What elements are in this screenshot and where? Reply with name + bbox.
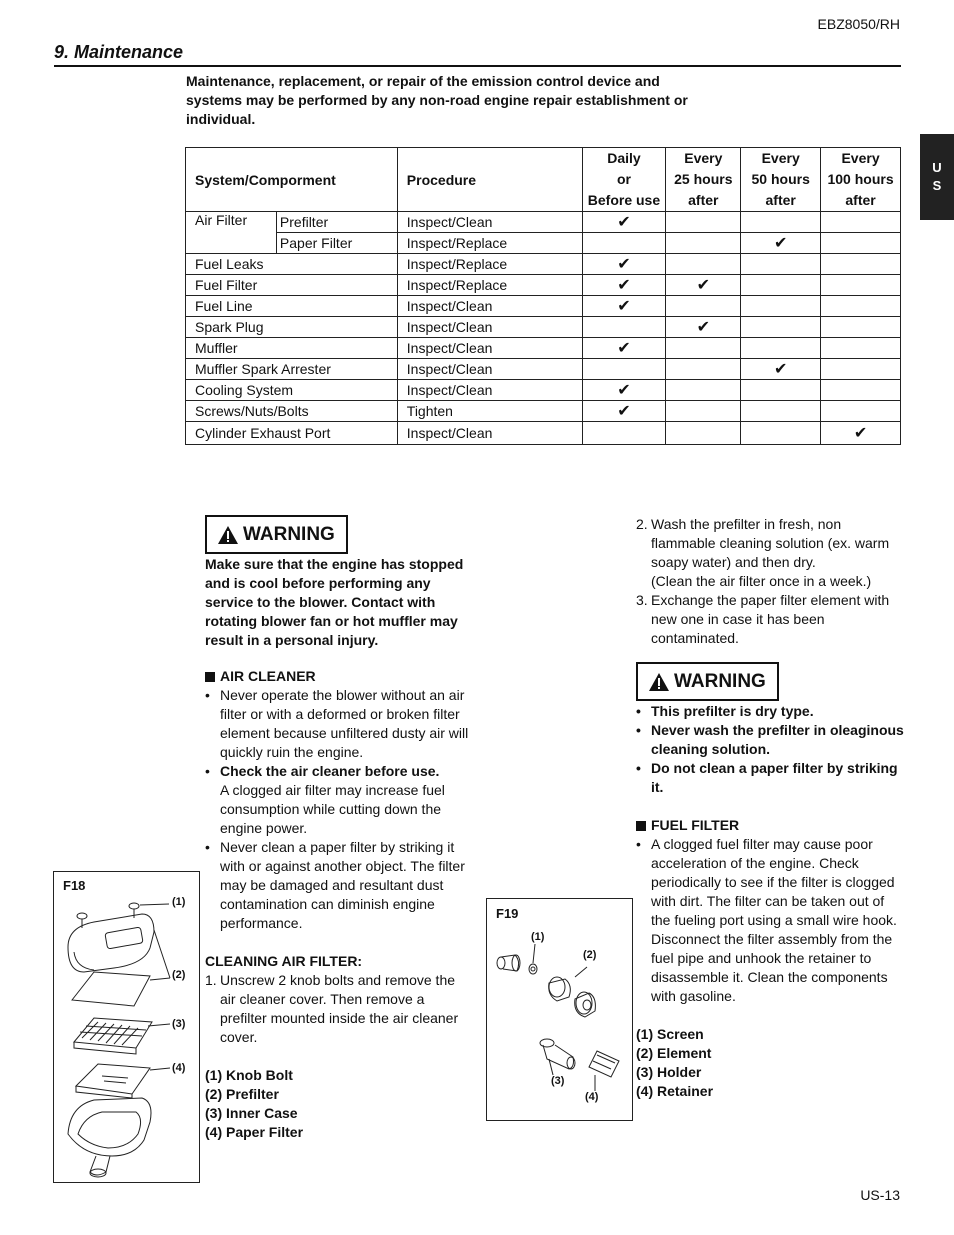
check-daily	[582, 422, 666, 445]
check-50	[741, 380, 821, 401]
row-system: Fuel Filter	[186, 275, 398, 296]
air-cleaner-heading: AIR CLEANER	[205, 667, 470, 686]
row-system: Muffler	[186, 338, 398, 359]
row-system: Screws/Nuts/Bolts	[186, 401, 398, 422]
step-item: 3. Exchange the paper filter element with new one in case it has been contaminated.	[636, 592, 890, 646]
check-25	[666, 212, 741, 233]
check-daily: ✔	[582, 380, 666, 401]
intro-paragraph: Maintenance, replacement, or repair of the emission control device and systems may be performed by any non-road engine repair establishment or individual.	[186, 73, 688, 127]
row-system: Paper Filter	[276, 233, 397, 254]
step-item: 2. Wash the prefilter in fresh, non flammable cleaning solution (ex. warm soapy water) and then dry. (Clean the air filter once in a week.)	[636, 516, 890, 589]
check-daily: ✔	[582, 212, 666, 233]
row-procedure: Inspect/Clean	[397, 317, 582, 338]
row-procedure: Inspect/Clean	[397, 380, 582, 401]
language-tab[interactable]	[920, 134, 954, 220]
list-item: • A clogged fuel filter may cause poor acceleration of the engine. Check periodically to see if the filter is clogged with dirt. The filter can be taken out of the fueling port using a small wire hook. Disconnect the filter assembly from the fuel pipe and unhook the retainer to disassemble it. Clean the components with gasoline.	[636, 835, 904, 1006]
check-daily: ✔	[582, 296, 666, 317]
table-row	[186, 254, 901, 275]
check-50	[741, 275, 821, 296]
figure-f18	[53, 871, 200, 1183]
list-item: • Check the air cleaner before use. A clogged air filter may increase fuel consumption while cutting down the engine power.	[205, 762, 470, 838]
check-50	[741, 317, 821, 338]
check-daily: ✔	[582, 275, 666, 296]
table-row	[186, 296, 901, 317]
square-bullet-icon	[205, 672, 215, 682]
warning-label: WARNING	[243, 523, 335, 545]
table-row	[186, 317, 901, 338]
callout: (4)	[172, 1062, 186, 1074]
callout: (1)	[172, 896, 186, 908]
row-system: Fuel Leaks	[186, 254, 398, 275]
row-procedure: Tighten	[397, 401, 582, 422]
fuel-filter-heading: FUEL FILTER	[636, 816, 904, 835]
check-25	[666, 380, 741, 401]
cleaning-heading: CLEANING AIR FILTER:	[205, 953, 363, 969]
row-system: Spark Plug	[186, 317, 398, 338]
check-100	[821, 338, 901, 359]
square-bullet-icon	[636, 821, 646, 831]
tab-letter-u: U	[932, 160, 942, 175]
check-25	[666, 359, 741, 380]
check-50: ✔	[741, 359, 821, 380]
check-50	[741, 338, 821, 359]
table-row	[186, 422, 901, 445]
list-item: • Never wash the prefilter in oleaginous cleaning solution.	[636, 721, 904, 759]
header-25-hours: Every 25 hours after	[666, 148, 741, 212]
check-100	[821, 359, 901, 380]
header-100-hours: Every 100 hours after	[821, 148, 901, 212]
warning-label: WARNING	[674, 670, 766, 692]
check-25	[666, 338, 741, 359]
check-100	[821, 296, 901, 317]
section-rule	[54, 65, 901, 67]
check-25	[666, 296, 741, 317]
table-row	[186, 338, 901, 359]
callout: (2)	[172, 969, 186, 981]
row-system: Muffler Spark Arrester	[186, 359, 398, 380]
check-25	[666, 422, 741, 445]
row-procedure: Inspect/Clean	[397, 359, 582, 380]
header-system: System/Comporment	[186, 148, 398, 212]
check-25	[666, 254, 741, 275]
header-50-hours: Every 50 hours after	[741, 148, 821, 212]
check-50	[741, 296, 821, 317]
check-25: ✔	[666, 317, 741, 338]
list-item: • This prefilter is dry type.	[636, 702, 904, 721]
check-100	[821, 380, 901, 401]
check-daily: ✔	[582, 401, 666, 422]
row-procedure: Inspect/Replace	[397, 275, 582, 296]
row-procedure: Inspect/Clean	[397, 296, 582, 317]
cleaning-steps-cont	[636, 515, 901, 648]
warning-text: Make sure that the engine has stopped and is cool before performing any service to the blower. Contact with rotating blower fan or hot muffler may result in a personal injury.	[205, 556, 464, 648]
table-row	[186, 359, 901, 380]
check-daily	[582, 317, 666, 338]
air-cleaner-exploded-drawing	[54, 872, 199, 1182]
table-row	[186, 212, 901, 233]
check-50	[741, 212, 821, 233]
check-100	[821, 212, 901, 233]
callout: (2)	[583, 949, 597, 961]
check-100	[821, 233, 901, 254]
warning-triangle-icon	[648, 672, 670, 692]
check-100	[821, 254, 901, 275]
check-50	[741, 401, 821, 422]
row-system: Cylinder Exhaust Port	[186, 422, 398, 445]
figure-label: F18	[63, 878, 86, 893]
callout: (3)	[551, 1075, 565, 1087]
warning-banner-2	[636, 662, 779, 701]
callout: (4)	[585, 1091, 599, 1103]
list-item: • Never clean a paper filter by striking it with or against another object. The filter may be damaged and resultant dust contamination can diminish engine performance.	[205, 838, 470, 933]
header-daily: Daily or Before use	[582, 148, 666, 212]
check-100: ✔	[821, 422, 901, 445]
table-row	[186, 380, 901, 401]
row-system: Fuel Line	[186, 296, 398, 317]
figure-f19	[486, 898, 633, 1121]
warning-banner	[205, 515, 348, 554]
row-system: Cooling System	[186, 380, 398, 401]
check-25: ✔	[666, 275, 741, 296]
callout: (1)	[531, 931, 545, 943]
list-item: • Do not clean a paper filter by striking it.	[636, 759, 904, 797]
check-daily: ✔	[582, 338, 666, 359]
check-100	[821, 317, 901, 338]
row-procedure: Inspect/Replace	[397, 254, 582, 275]
legend-f19: (1) Screen (2) Element (3) Holder (4) Retainer	[636, 1026, 714, 1099]
check-100	[821, 275, 901, 296]
check-50	[741, 254, 821, 275]
check-100	[821, 401, 901, 422]
page-number: US-13	[860, 1187, 900, 1203]
row-procedure: Inspect/Clean	[397, 212, 582, 233]
row-procedure: Inspect/Clean	[397, 338, 582, 359]
warning-triangle-icon	[217, 525, 239, 545]
list-item: • Never operate the blower without an air filter or with a deformed or broken filter element because unfiltered dusty air will quickly ruin the engine.	[205, 686, 470, 762]
check-daily	[582, 233, 666, 254]
model-number: EBZ8050/RH	[817, 16, 900, 32]
maintenance-schedule-table	[185, 147, 901, 445]
step-item: 1. Unscrew 2 knob bolts and remove the air cleaner cover. Then remove a prefilter mounted inside the air cleaner cover.	[205, 972, 459, 1045]
figure-label: F19	[496, 906, 519, 921]
header-procedure: Procedure	[397, 148, 582, 212]
check-daily: ✔	[582, 254, 666, 275]
row-procedure: Inspect/Replace	[397, 233, 582, 254]
warning-2-list	[636, 702, 904, 1101]
table-header-row	[186, 148, 901, 212]
fuel-filter-exploded-drawing	[487, 899, 632, 1120]
section-title: 9. Maintenance	[54, 42, 184, 62]
legend-f18: (1) Knob Bolt (2) Prefilter (3) Inner Case (4) Paper Filter	[205, 1067, 304, 1140]
callout: (3)	[172, 1018, 186, 1030]
tab-letter-s: S	[932, 178, 942, 193]
row-system: Prefilter	[276, 212, 397, 233]
table-row	[186, 401, 901, 422]
check-daily	[582, 359, 666, 380]
check-25	[666, 233, 741, 254]
check-25	[666, 401, 741, 422]
air-cleaner-section	[205, 667, 470, 1142]
check-50	[741, 422, 821, 445]
check-50: ✔	[741, 233, 821, 254]
row-procedure: Inspect/Clean	[397, 422, 582, 445]
table-row	[186, 275, 901, 296]
air-filter-group: Air Filter	[186, 212, 277, 254]
table-row	[186, 233, 901, 254]
